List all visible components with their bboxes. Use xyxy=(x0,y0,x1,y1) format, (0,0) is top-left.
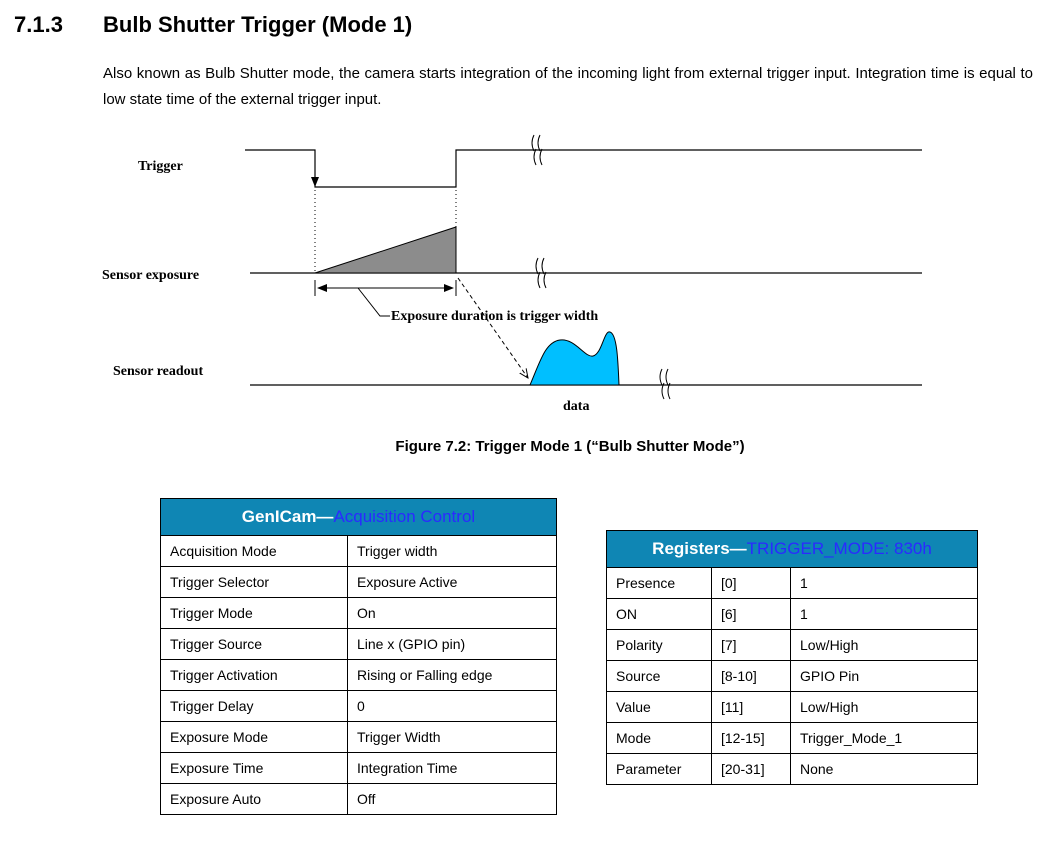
section-number: 7.1.3 xyxy=(14,12,63,37)
data-burst xyxy=(530,332,619,385)
register-bits: [6] xyxy=(712,599,791,630)
break-mark-icon xyxy=(660,369,670,399)
registers-table-header xyxy=(607,531,978,568)
table-row xyxy=(161,629,557,660)
sensor-exposure-label: Sensor exposure xyxy=(102,268,200,283)
param-value: On xyxy=(348,598,557,629)
register-bits: [7] xyxy=(712,630,791,661)
register-value: None xyxy=(791,754,978,785)
genicam-table-header xyxy=(161,499,557,536)
trigger-waveform xyxy=(245,135,922,187)
table-row xyxy=(161,784,557,815)
registers-table xyxy=(606,530,978,785)
registers-title-highlight: TRIGGER_MODE: 830h xyxy=(746,539,932,558)
exposure-ramp xyxy=(315,227,456,273)
register-bits: [11] xyxy=(712,692,791,723)
table-row xyxy=(161,660,557,691)
genicam-acquisition-table xyxy=(160,498,557,815)
param-name: Acquisition Mode xyxy=(161,536,348,567)
register-bits: [12-15] xyxy=(712,723,791,754)
register-bits: [0] xyxy=(712,568,791,599)
param-value: Integration Time xyxy=(348,753,557,784)
param-value: Rising or Falling edge xyxy=(348,660,557,691)
genicam-title-prefix: GenICam— xyxy=(241,507,334,526)
param-name: Trigger Source xyxy=(161,629,348,660)
intro-paragraph: Also known as Bulb Shutter mode, the camera starts integration of the incoming light from external trigger input. Integration time is equal to low state time of the external trigger input. xyxy=(103,65,1033,108)
genicam-title-highlight: Acquisition Control xyxy=(333,507,476,526)
register-value: GPIO Pin xyxy=(791,661,978,692)
table-row xyxy=(161,691,557,722)
sensor-readout-label: Sensor readout xyxy=(113,364,204,379)
register-field-name: Source xyxy=(607,661,712,692)
register-field-name: ON xyxy=(607,599,712,630)
param-name: Exposure Time xyxy=(161,753,348,784)
readout-waveform xyxy=(250,332,922,399)
trigger-label: Trigger xyxy=(138,159,183,174)
param-value: 0 xyxy=(348,691,557,722)
param-name: Exposure Auto xyxy=(161,784,348,815)
param-value: Trigger width xyxy=(348,536,557,567)
register-field-name: Parameter xyxy=(607,754,712,785)
register-field-name: Presence xyxy=(607,568,712,599)
exposure-note-label: Exposure duration is trigger width xyxy=(391,309,599,324)
register-bits: [8-10] xyxy=(712,661,791,692)
param-name: Trigger Activation xyxy=(161,660,348,691)
table-row xyxy=(607,692,978,723)
table-row xyxy=(607,723,978,754)
figure-caption: Figure 7.2: Trigger Mode 1 (“Bulb Shutter Mode”) xyxy=(395,438,745,455)
data-label: data xyxy=(563,399,590,414)
register-field-name: Mode xyxy=(607,723,712,754)
register-value: Trigger_Mode_1 xyxy=(791,723,978,754)
exposure-waveform xyxy=(250,227,922,288)
register-value: Low/High xyxy=(791,630,978,661)
timing-diagram xyxy=(0,120,1058,420)
register-bits: [20-31] xyxy=(712,754,791,785)
table-row xyxy=(607,568,978,599)
param-value: Exposure Active xyxy=(348,567,557,598)
table-row xyxy=(607,630,978,661)
table-row xyxy=(161,598,557,629)
table-row xyxy=(607,599,978,630)
section-title: Bulb Shutter Trigger (Mode 1) xyxy=(103,12,413,37)
table-row xyxy=(161,722,557,753)
table-row xyxy=(607,661,978,692)
register-field-name: Value xyxy=(607,692,712,723)
table-row xyxy=(607,754,978,785)
register-value: 1 xyxy=(791,599,978,630)
param-value: Line x (GPIO pin) xyxy=(348,629,557,660)
param-name: Trigger Delay xyxy=(161,691,348,722)
register-field-name: Polarity xyxy=(607,630,712,661)
table-row xyxy=(161,536,557,567)
param-name: Trigger Selector xyxy=(161,567,348,598)
param-value: Trigger Width xyxy=(348,722,557,753)
readout-pointer-arrow xyxy=(458,278,528,378)
table-row xyxy=(161,753,557,784)
register-value: 1 xyxy=(791,568,978,599)
param-name: Exposure Mode xyxy=(161,722,348,753)
param-value: Off xyxy=(348,784,557,815)
table-row xyxy=(161,567,557,598)
register-value: Low/High xyxy=(791,692,978,723)
param-name: Trigger Mode xyxy=(161,598,348,629)
registers-title-prefix: Registers— xyxy=(652,539,747,558)
